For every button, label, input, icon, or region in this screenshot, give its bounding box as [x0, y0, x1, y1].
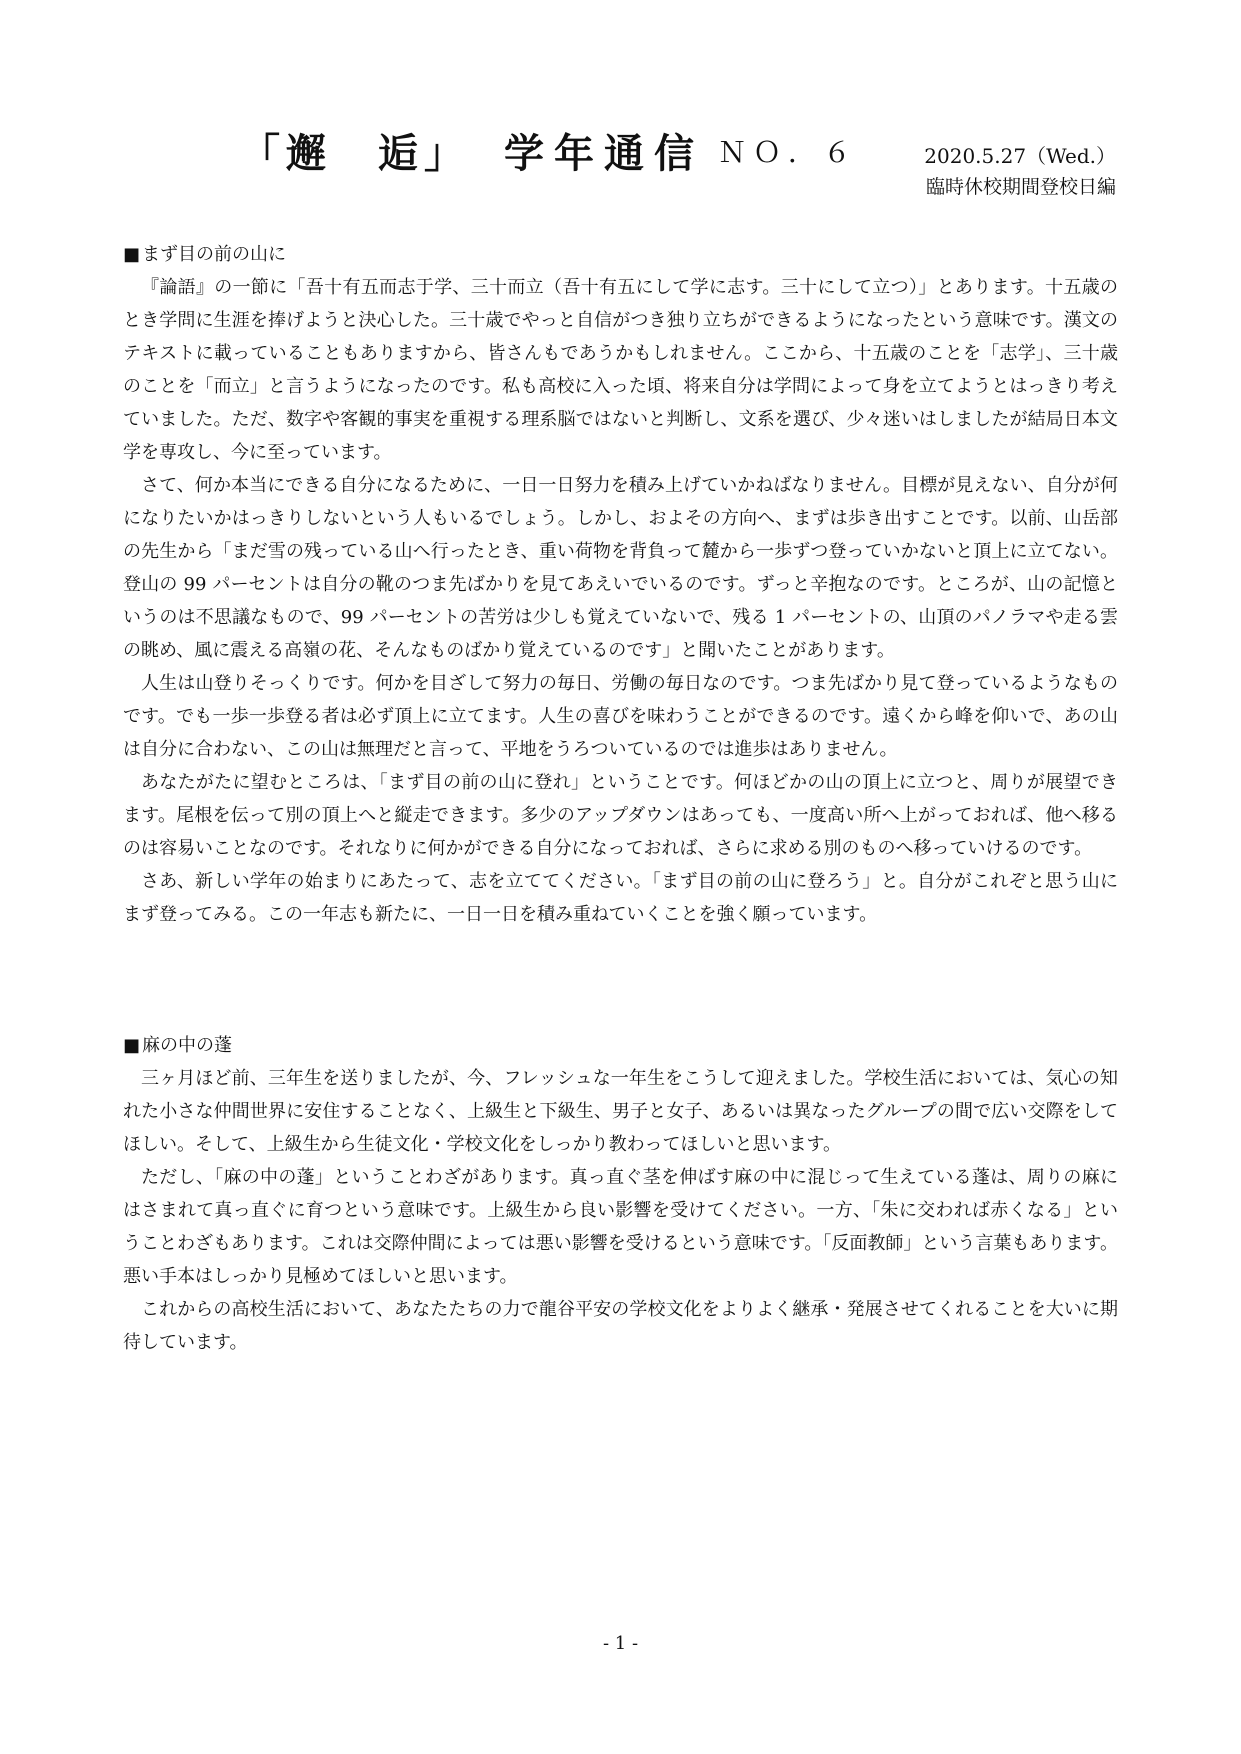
section-mugwort: [123, 1029, 1118, 1359]
edition-label: 臨時休校期間登校日編: [925, 176, 1116, 198]
section-heading: [123, 238, 1118, 271]
paragraph: 三ヶ月ほど前、三年生を送りましたが、今、フレッシュな一年生をこうして迎えました。学校生活においては、気心の知れた小さな仲間世界に安住することなく、上級生と下級生、男子と女子、あるいは異なったグループの間で広い交際をしてほしい。そして、上級生から生徒文化・学校文化をしっかり教わってほしいと思います。: [123, 1068, 1118, 1155]
paragraph: ただし、「麻の中の蓬」ということわざがあります。真っ直ぐ茎を伸ばす麻の中に混じって生えている蓬は、周りの麻にはさまれて真っ直ぐに育つという意味です。上級生から良い影響を受けてください。一方、「朱に交われば赤くなる」ということわざもあります。これは交際仲間によっては悪い影響を受けるという意味です。「反面教師」という言葉もあります。悪い手本はしっかり見極めてほしいと思います。: [123, 1167, 1118, 1287]
section-heading: [123, 1029, 1118, 1062]
page-number: - 1 -: [602, 1633, 639, 1654]
square-bullet-icon: ■: [123, 244, 141, 265]
section-heading-text: まず目の前の山に: [142, 244, 287, 265]
paragraph: 『論語』の一節に「吾十有五而志于学、三十而立（吾十有五にして学に志す。三十にして立つ）」とあります。十五歳のとき学問に生涯を捧げようと決心した。三十歳でやっと自信がつき独り立ちができるようになったという意味です。漢文のテキストに載っていることもありますから、皆さんもであうかもしれません。ここから、十五歳のことを「志学」、三十歳のことを「而立」と言うようになったのです。私も高校に入った頃、将来自分は学問によって身を立てようとはっきり考えていました。ただ、数字や客観的事実を重視する理系脳ではないと判断し、文系を選び、少々迷いはしましたが結局日本文学を専攻し、今に至っています。: [123, 277, 1118, 463]
paragraph: あなたがたに望むところは、「まず目の前の山に登れ」ということです。何ほどかの山の頂上に立つと、周りが展望できます。尾根を伝って別の頂上へと縦走できます。多少のアップダウンはあっても、一度高い所へ上がっておれば、他へ移るのは容易いことなのです。それなりに何かができる自分になっておれば、さらに求める別のものへ移っていけるのです。: [123, 772, 1118, 859]
title-main: 「邂 逅」: [240, 131, 470, 177]
paragraph: 人生は山登りそっくりです。何かを目ざして努力の毎日、労働の毎日なのです。つま先ばかり見て登っているようなものです。でも一歩一歩登る者は必ず頂上に立てます。人生の喜びを味わうことができるのです。遠くから峰を仰いで、あの山は自分に合わない、この山は無理だと言って、平地をうろついているのでは進歩はありません。: [123, 673, 1118, 760]
newsletter-title: [240, 122, 860, 182]
title-subtitle: 学年通信: [504, 131, 704, 177]
paragraph: これからの高校生活において、あなたたちの力で龍谷平安の学校文化をよりよく継承・発展させてくれることを大いに期待しています。: [123, 1299, 1118, 1353]
issue-date: 2020.5.27（Wed.）: [924, 144, 1116, 168]
issue-number: ＮＯ．６: [718, 135, 859, 169]
section-heading-text: 麻の中の蓬: [142, 1035, 233, 1056]
article-body: [123, 238, 1118, 1359]
paragraph: さあ、新しい学年の始まりにあたって、志を立ててください。「まず目の前の山に登ろう」と。自分がこれぞと思う山にまず登ってみる。この一年志も新たに、一日一日を積み重ねていくことを強く願っています。: [123, 871, 1118, 925]
square-bullet-icon: ■: [123, 1035, 141, 1056]
paragraph: さて、何か本当にできる自分になるために、一日一日努力を積み上げていかねばなりません。目標が見えない、自分が何になりたいかはっきりしないという人もいるでしょう。しかし、およその方向へ、まずは歩き出すことです。以前、山岳部の先生から「まだ雪の残っている山へ行ったとき、重い荷物を背負って麓から一歩ずつ登っていかないと頂上に立てない。登山の 99 パーセントは自分の靴のつま先ばかりを見てあえいでいるのです。ずっと辛抱なのです。ところが、山の記憶というのは不思議なもので、99 パーセントの苦労は少しも覚えていないで、残る 1 パーセントの、山頂のパノラマや走る雲の眺め、風に震える高嶺の花、そんなものばかり覚えているのです」と聞いたことがあります。: [123, 475, 1118, 661]
section-mountain: [123, 238, 1118, 931]
